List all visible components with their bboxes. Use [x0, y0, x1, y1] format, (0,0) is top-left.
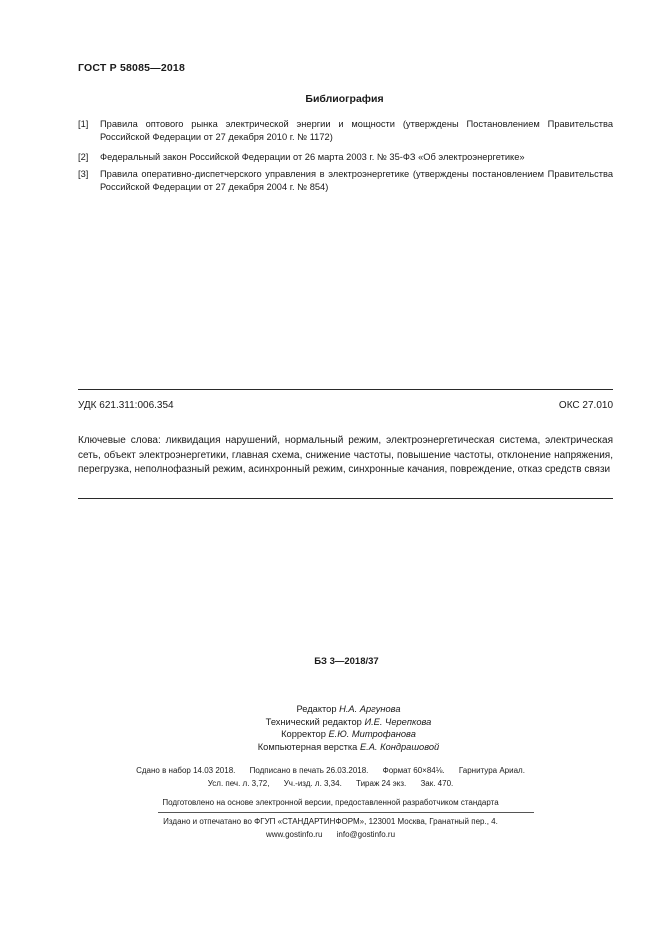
- publisher-info: Издано и отпечатано во ФГУП «СТАНДАРТИНФОРМ», 123001 Москва, Гранатный пер., 4.: [163, 817, 498, 826]
- staff-name: И.Е. Черепкова: [364, 716, 432, 727]
- website-link[interactable]: www.gostinfo.ru: [265, 830, 323, 839]
- standard-code: ГОСТ Р 58085—2018: [78, 62, 186, 74]
- print-details-line-1: [0, 765, 661, 778]
- printed-sheets: Усл. печ. л. 3,72,: [207, 779, 270, 788]
- typeface: Гарнитура Ариал.: [458, 766, 525, 775]
- email-link[interactable]: info@gostinfo.ru: [336, 830, 396, 839]
- publisher-sheets: Уч.-изд. л. 3,34.: [283, 779, 342, 788]
- divider: [78, 498, 613, 499]
- staff-line: [18, 703, 661, 716]
- divider: [78, 389, 613, 390]
- staff-name: Е.Ю. Митрофанова: [328, 729, 416, 740]
- bibliography-title-text: Библиография: [305, 93, 384, 105]
- oks-code: ОКС 27.010: [558, 400, 613, 411]
- staff-name: Е.А. Кондрашовой: [359, 741, 440, 752]
- order-number: Зак. 470.: [420, 779, 454, 788]
- staff-line: [18, 741, 661, 754]
- reference-item: [78, 118, 613, 143]
- reference-text: Правила оперативно-диспетчерского управления в электроэнергетике (утверждены постановлением Правительства Российской Федерации от 27 декабря 2004 г. № 854): [100, 169, 613, 192]
- bz-number-text: БЗ 3—2018/37: [314, 656, 379, 667]
- reference-number: [1]: [78, 119, 89, 129]
- prepared-note: Подготовлено на основе электронной версии, предоставленной разработчиком стандарта: [162, 798, 499, 807]
- bz-number: [0, 656, 661, 667]
- paper-format: Формат 60×84⅛.: [382, 766, 445, 775]
- publisher-contacts: [0, 829, 661, 842]
- reference-number: [2]: [78, 152, 89, 162]
- submitted-date: Сдано в набор 14.03 2018.: [136, 766, 236, 775]
- staff-role: Редактор: [296, 704, 337, 714]
- staff-credits: [0, 703, 661, 753]
- divider: [158, 812, 534, 813]
- udk-code: УДК 621.311:006.354: [78, 400, 174, 411]
- reference-number: [3]: [78, 169, 89, 179]
- print-run: Тираж 24 экз.: [356, 779, 407, 788]
- staff-line: [18, 728, 661, 741]
- reference-text: Правила оптового рынка электрической энергии и мощности (утверждены Постановлением Правительства Российской Федерации от 27 декабря 2010 г. № 1172): [100, 119, 613, 142]
- staff-role: Технический редактор: [265, 716, 362, 727]
- signed-date: Подписано в печать 26.03.2018.: [249, 766, 369, 775]
- staff-line: [18, 716, 661, 729]
- staff-role: Корректор: [281, 729, 326, 740]
- reference-text: Федеральный закон Российской Федерации от 26 марта 2003 г. № 35-ФЗ «Об электроэнергетике»: [100, 152, 525, 162]
- staff-name: Н.А. Аргунова: [339, 704, 401, 714]
- keywords: Ключевые слова: ликвидация нарушений, нормальный режим, электроэнергетическая система, электрическая сеть, объект электроэнергетики, главная схема, снижение частоты, повышение частоты, отклонение напряжения, перегрузка, неполнофазный режим, асинхронный режим, синхронные качания, повреждение, отказ средств связи: [78, 435, 613, 475]
- print-details-line-2: [0, 778, 661, 791]
- bibliography-title: [0, 93, 661, 105]
- reference-item: [78, 168, 613, 193]
- reference-item: [78, 151, 613, 164]
- staff-role: Компьютерная верстка: [257, 741, 358, 752]
